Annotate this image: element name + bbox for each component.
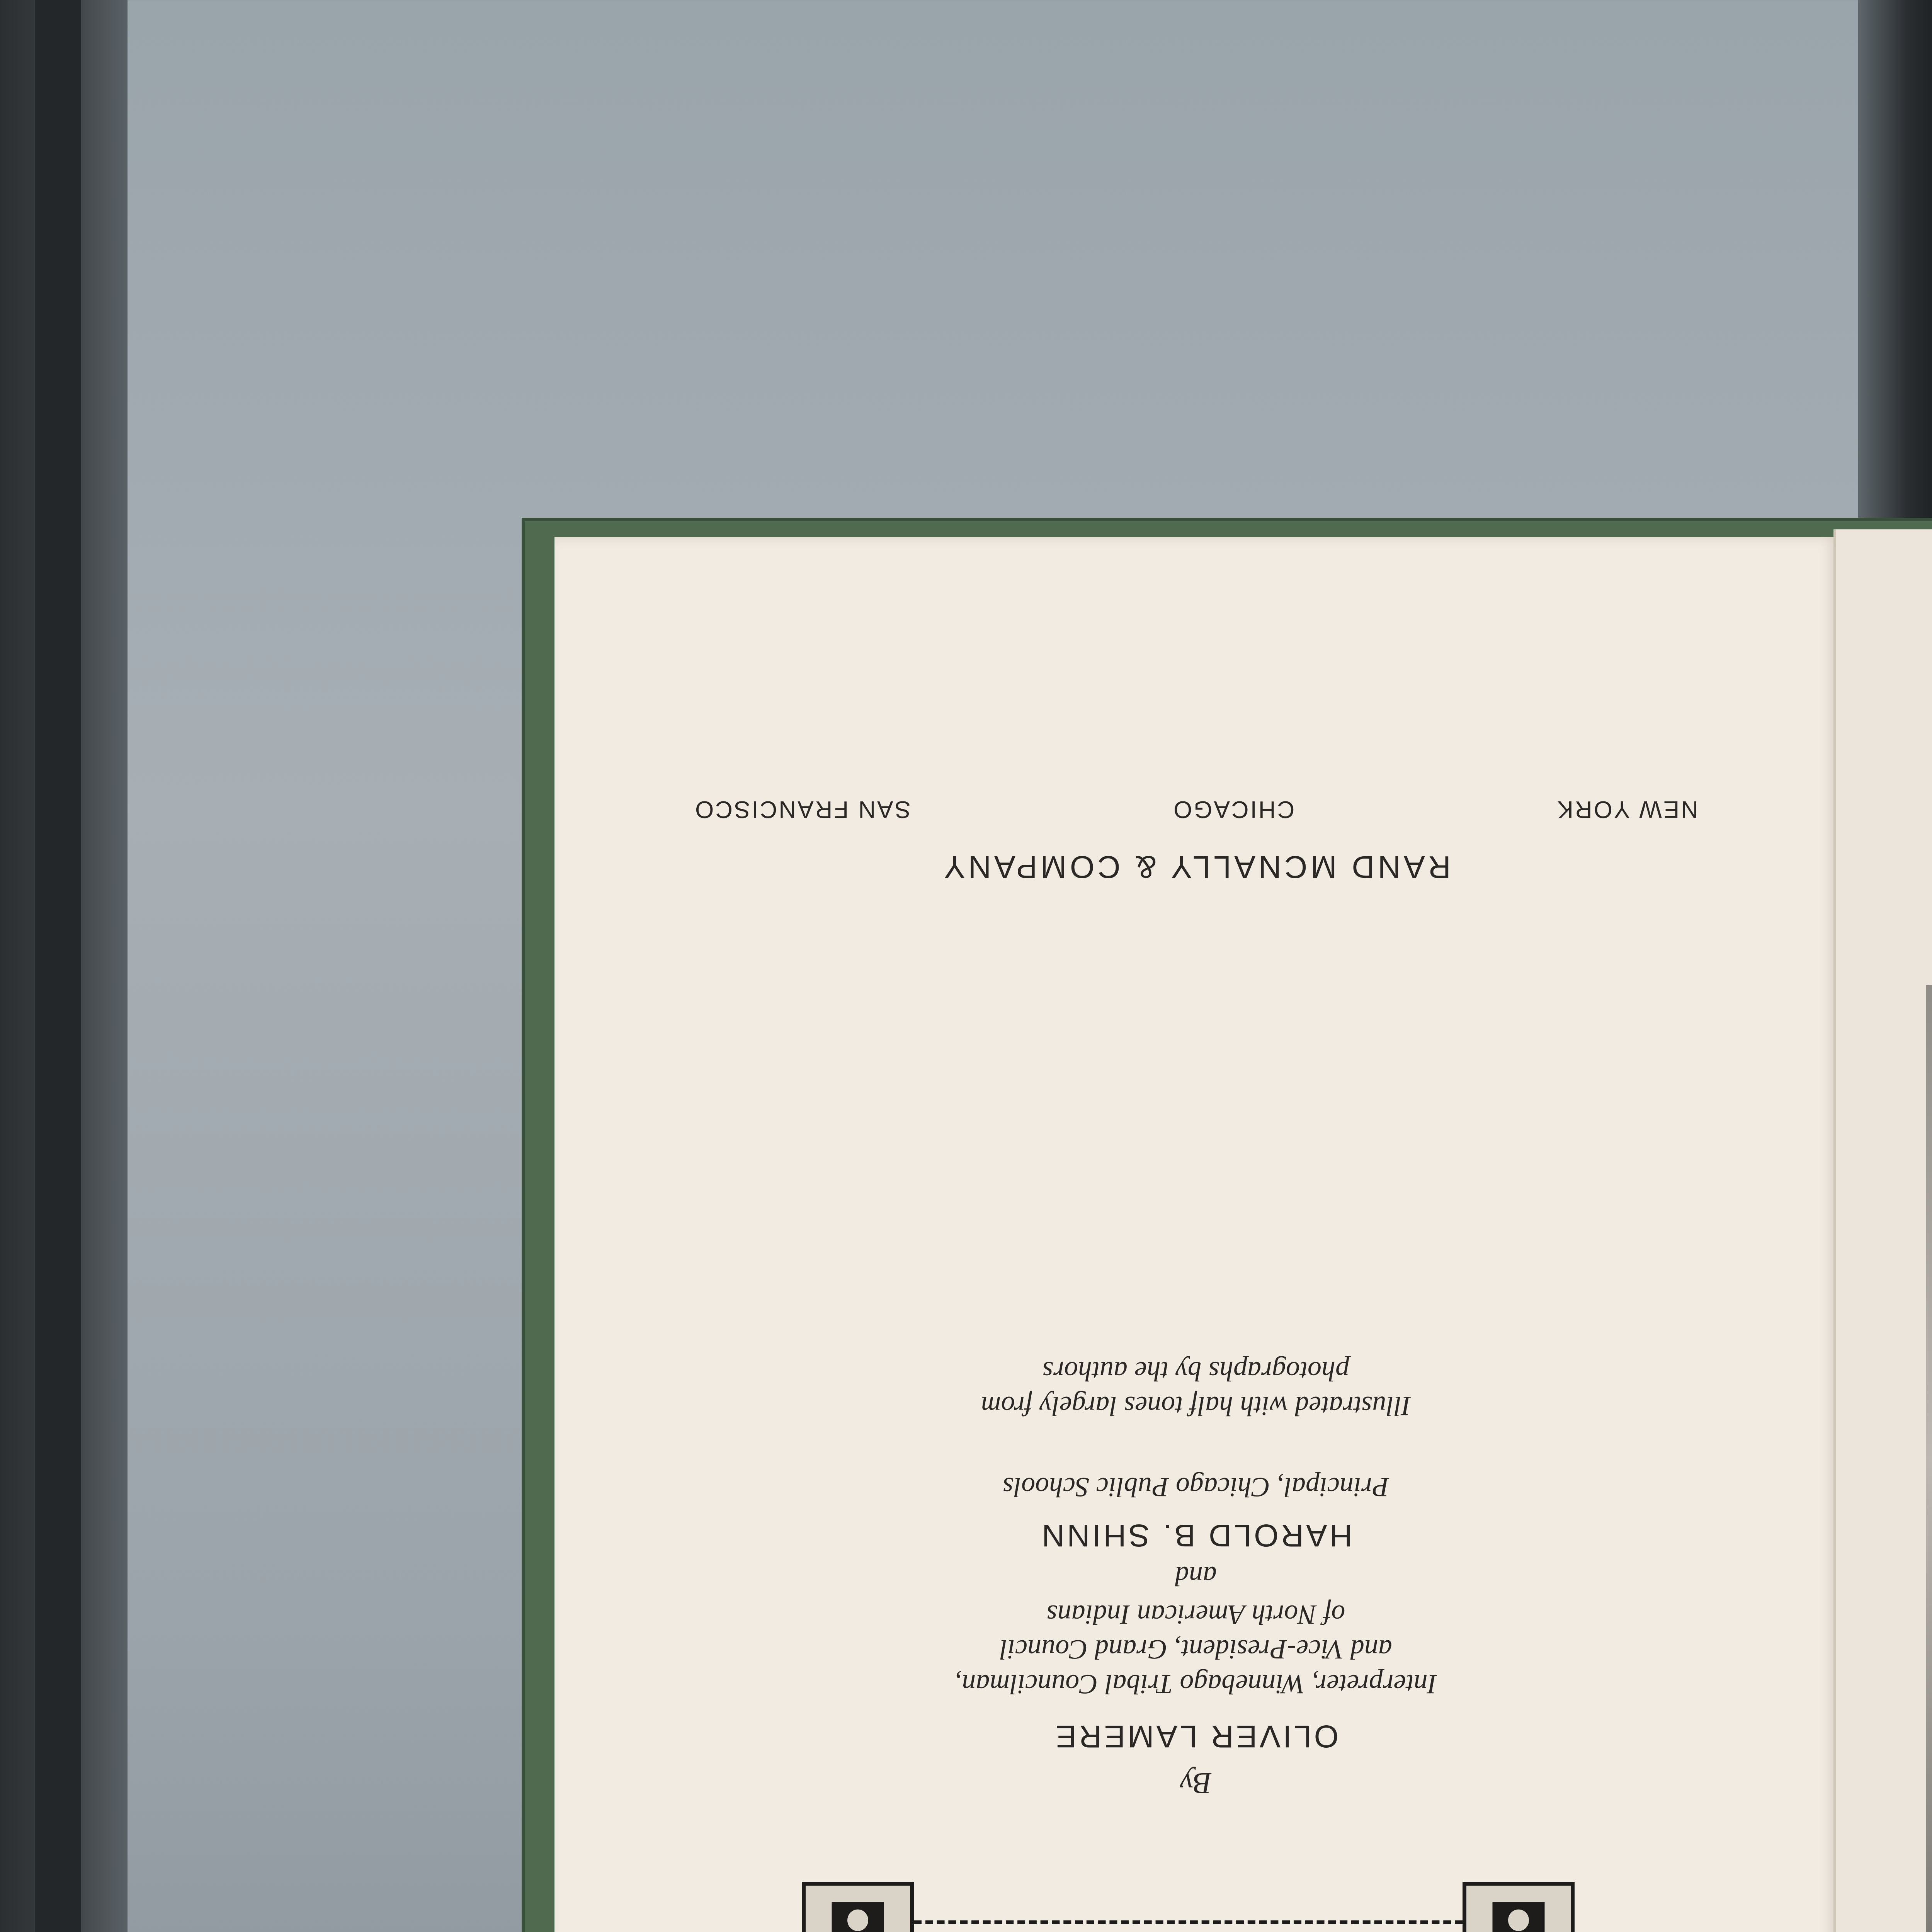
by-line: By [1180,1767,1212,1800]
title-banner [802,1882,1575,1932]
illustration-note-line-2: photographs by the authors [1043,1356,1350,1387]
publisher-cities [694,796,1698,823]
author-1-name: OLIVER LAMERE [1053,1719,1339,1754]
and-line: and [1175,1561,1217,1592]
city-new-york: NEW YORK [1556,796,1698,823]
dashed-rule [914,1920,1463,1924]
author-2-role: Principal, Chicago Public Schools [1003,1472,1389,1503]
facing-page-illustration-edge [1926,985,1932,1932]
scanner-left-strip [35,0,81,1932]
author-1-role-line-2: and Vice-President, Grand Council [1000,1634,1392,1665]
arrowhead-eagle-icon [806,1886,910,1932]
ornament-arrowhead-right [802,1882,914,1932]
facing-page [1833,529,1932,1932]
title-page-content [554,537,1837,1932]
publisher-name: RAND MCNALLY & COMPANY [941,849,1451,884]
title-text-area [914,1882,1463,1932]
ornament-arrowhead-left [1463,1882,1575,1932]
illustration-note-line-1: Illustrated with half tones largely from [981,1391,1411,1422]
author-2-name: HAROLD B. SHINN [1039,1518,1352,1553]
city-san-francisco: SAN FRANCISCO [694,796,911,823]
city-chicago: CHICAGO [1172,796,1295,823]
arrowhead-eagle-icon [1466,1886,1571,1932]
author-1-role-line-3: of North American Indians [1046,1599,1345,1630]
author-1-role-line-1: Interpreter, Winnebago Tribal Councilman, [955,1669,1437,1700]
